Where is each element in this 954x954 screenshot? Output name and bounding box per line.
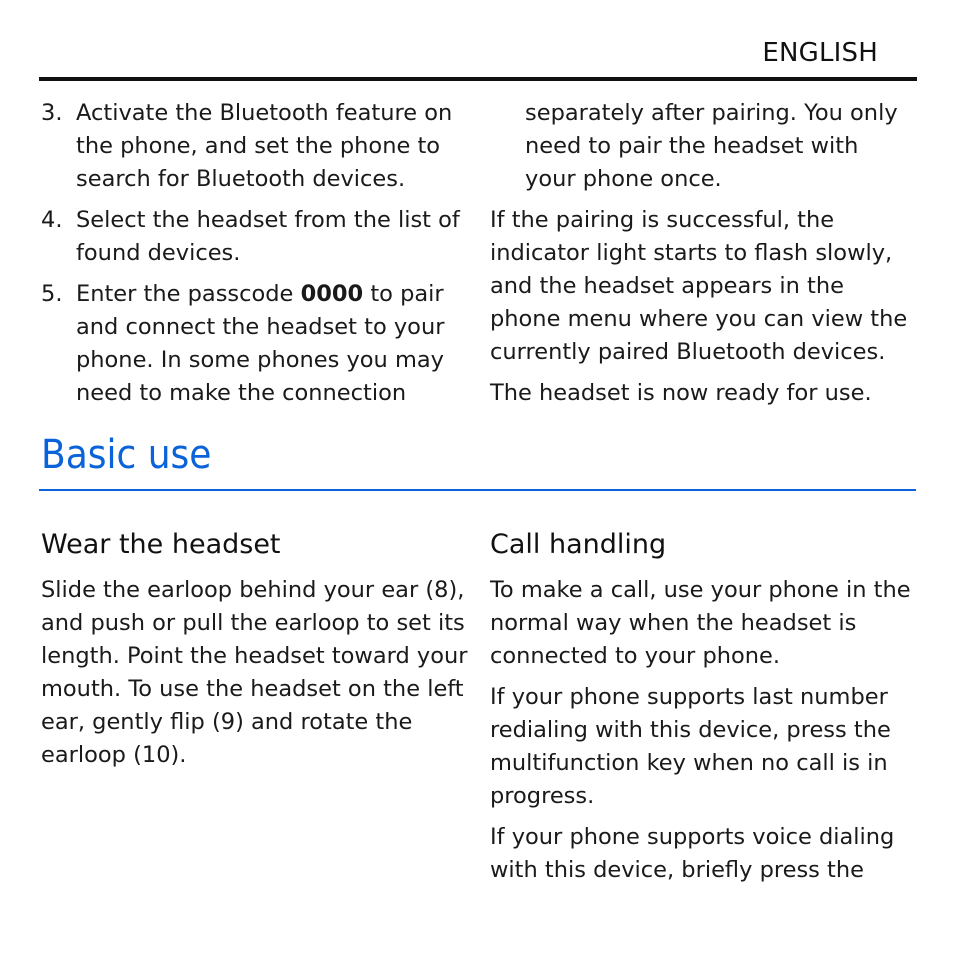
wear-section	[41, 528, 481, 780]
call-paragraph-2: If your phone supports last number redialing with this device, press the multifunction key when no call is in progress.	[490, 684, 891, 809]
call-paragraph-1: To make a call, use your phone in the normal way when the headset is connected to your phone.	[490, 577, 911, 669]
wear-body: Slide the earloop behind your ear (8), and push or pull the earloop to set its length. Point the headset toward your mouth. To use the headset on the left ear, gently flip (9) and rotate the earloop (10).	[41, 577, 468, 768]
step-text: Activate the Bluetooth feature on the phone, and set the phone to search for Bluetooth devices.	[76, 100, 453, 192]
step-text-before: Enter the passcode	[76, 281, 301, 307]
call-heading: Call handling	[490, 529, 667, 560]
pairing-column	[490, 97, 915, 418]
call-paragraph-3: If your phone supports voice dialing with this device, briefly press the	[490, 824, 895, 883]
ready-paragraph: The headset is now ready for use.	[490, 380, 872, 406]
step-text-after: to pair and connect the headset to your phone. In some phones you may need to make the connection	[76, 281, 445, 406]
pairing-success-paragraph: If the pairing is successful, the indicator light starts to flash slowly, and the headset appears in the phone menu where you can view the currently paired Bluetooth devices.	[490, 207, 908, 365]
step-number: 5.	[41, 281, 63, 307]
steps-list	[41, 97, 466, 410]
section-rule	[39, 489, 916, 491]
step-number: 3.	[41, 100, 63, 126]
steps-column	[41, 97, 466, 418]
step-4	[41, 204, 466, 270]
step-5-continuation: separately after pairing. You only need to pair the headset with your phone once.	[525, 100, 898, 192]
step-number: 4.	[41, 207, 63, 233]
passcode: 0000	[300, 281, 364, 307]
step-text: Select the headset from the list of found devices.	[76, 207, 460, 266]
wear-heading: Wear the headset	[41, 529, 281, 560]
step-3	[41, 97, 466, 196]
step-5	[41, 278, 466, 410]
section-title: Basic use	[41, 432, 212, 478]
language-label: ENGLISH	[762, 38, 878, 68]
call-section	[490, 528, 915, 895]
header-rule	[39, 77, 917, 81]
